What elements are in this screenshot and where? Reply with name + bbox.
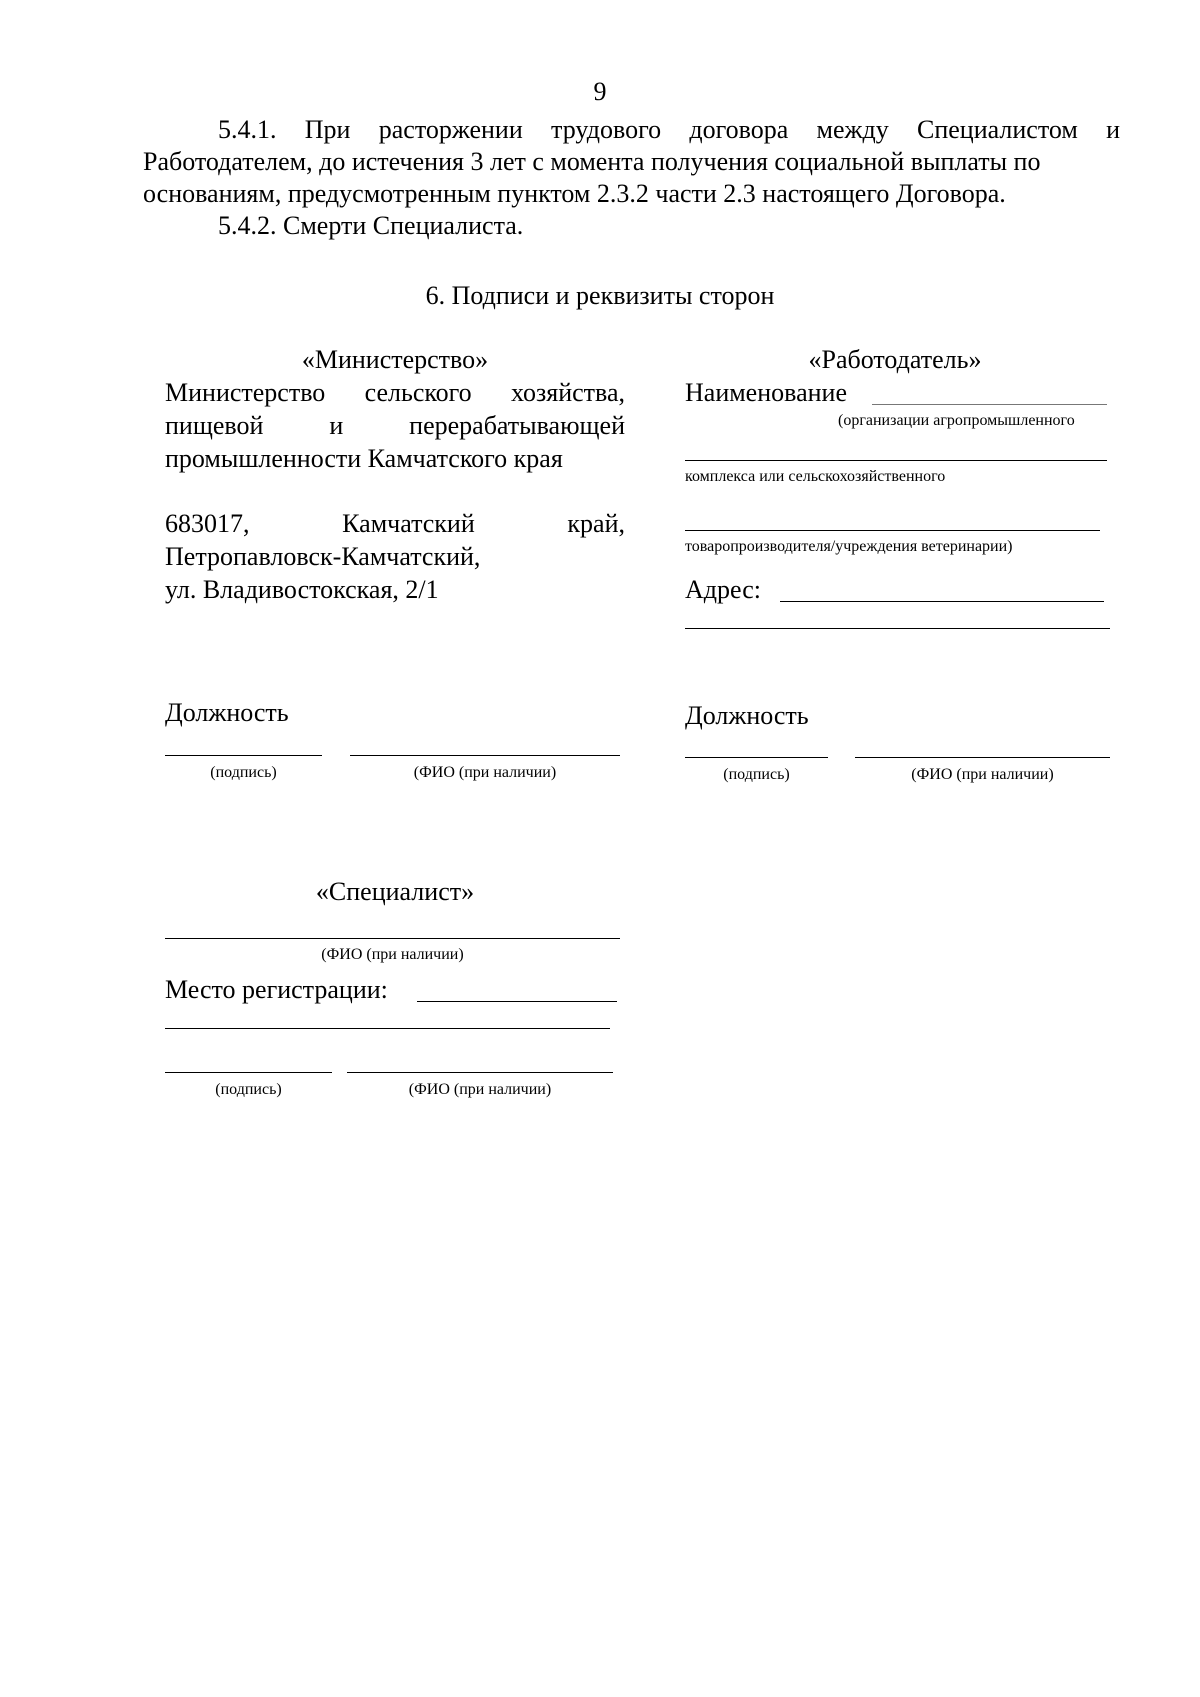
employer-heading: «Работодатель» bbox=[808, 345, 982, 374]
employer-address-line-2[interactable] bbox=[685, 628, 1110, 629]
specialist-fio-caption-2: (ФИО (при наличии) bbox=[408, 1081, 552, 1098]
ministry-address-line-1: 683017, Камчатский край, bbox=[165, 509, 625, 538]
clause-5-4-1-line-3: основаниям, предусмотренным пунктом 2.3.2 части 2.3 настоящего Договора. bbox=[143, 179, 1006, 208]
employer-name-hint-line-2: комплекса или сельскохозяйственного bbox=[685, 468, 946, 485]
specialist-fio-line-2[interactable] bbox=[347, 1072, 613, 1073]
ministry-name-line-2: пищевой и перерабатывающей bbox=[165, 411, 625, 440]
ministry-position-label: Должность bbox=[165, 698, 289, 727]
ministry-name-line-3: промышленности Камчатского края bbox=[165, 444, 563, 473]
ministry-name-line-1: Министерство сельского хозяйства, bbox=[165, 378, 625, 407]
ministry-fio-line[interactable] bbox=[350, 755, 620, 756]
specialist-heading: «Специалист» bbox=[315, 877, 475, 906]
employer-signature-caption: (подпись) bbox=[723, 766, 790, 783]
ministry-address-line-3: ул. Владивостокская, 2/1 bbox=[165, 575, 439, 604]
employer-name-line-3[interactable] bbox=[685, 530, 1100, 531]
ministry-signature-caption: (подпись) bbox=[210, 764, 277, 781]
employer-name-line-2[interactable] bbox=[685, 460, 1107, 461]
employer-name-label: Наименование bbox=[685, 378, 847, 407]
specialist-signature-caption: (подпись) bbox=[215, 1081, 282, 1098]
employer-address-line-1[interactable] bbox=[780, 601, 1104, 602]
specialist-signature-line[interactable] bbox=[165, 1072, 332, 1073]
specialist-registration-label: Место регистрации: bbox=[165, 975, 388, 1004]
employer-fio-line[interactable] bbox=[855, 757, 1110, 758]
ministry-heading: «Министерство» bbox=[301, 345, 489, 374]
employer-name-line-1[interactable] bbox=[872, 404, 1107, 405]
specialist-fio-line[interactable] bbox=[165, 938, 620, 939]
ministry-signature-line[interactable] bbox=[165, 755, 322, 756]
employer-address-label: Адрес: bbox=[685, 575, 761, 604]
clause-5-4-1-line-2: Работодателем, до истечения 3 лет с момента получения социальной выплаты по bbox=[143, 147, 1041, 176]
clause-5-4-1-line-1: 5.4.1. При расторжении трудового договора между Специалистом и bbox=[218, 115, 1120, 144]
employer-position-label: Должность bbox=[685, 701, 809, 730]
ministry-fio-caption: (ФИО (при наличии) bbox=[413, 764, 557, 781]
section-title: 6. Подписи и реквизиты сторон bbox=[425, 281, 775, 310]
ministry-address-line-2: Петропавловск-Камчатский, bbox=[165, 542, 481, 571]
clause-5-4-2: 5.4.2. Смерти Специалиста. bbox=[218, 211, 524, 240]
employer-fio-caption: (ФИО (при наличии) bbox=[911, 766, 1054, 783]
employer-signature-line[interactable] bbox=[685, 757, 828, 758]
specialist-registration-line-1[interactable] bbox=[417, 1001, 617, 1002]
employer-name-hint-line-3: товаропроизводителя/учреждения ветеринарии) bbox=[685, 538, 1013, 555]
employer-name-hint-line-1: (организации агропромышленного bbox=[838, 412, 1075, 429]
specialist-fio-caption: (ФИО (при наличии) bbox=[321, 946, 464, 963]
page-number: 9 bbox=[593, 77, 607, 106]
specialist-registration-line-2[interactable] bbox=[165, 1028, 610, 1029]
